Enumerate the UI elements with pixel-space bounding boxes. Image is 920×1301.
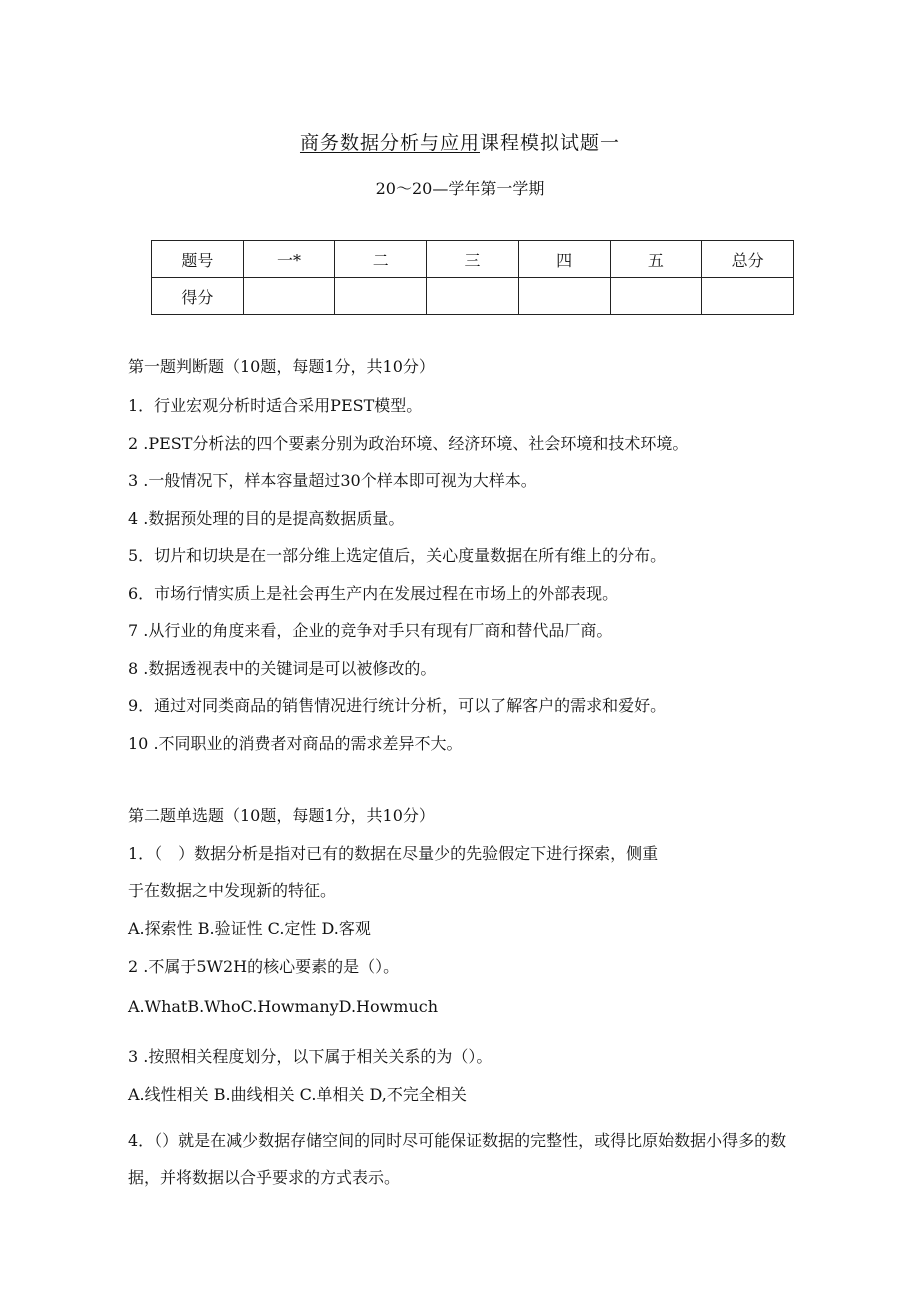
score-cell-4[interactable]	[518, 278, 610, 315]
question-2-1-options: A.探索性 B.验证性 C.定性 D.客观	[128, 919, 371, 938]
header-cell-1: 一*	[243, 241, 335, 278]
question-1-6: 6．市场行情实质上是社会再生产内在发展过程在市场上的外部表现。	[128, 584, 619, 603]
header-cell-total: 总分	[702, 241, 794, 278]
question-2-1-line2: 于在数据之中发现新的特征。	[128, 881, 337, 900]
question-1-2: 2 .PEST分析法的四个要素分别为政治环境、经济环境、社会环境和技术环境。	[128, 434, 689, 453]
score-cell-5[interactable]	[610, 278, 702, 315]
question-2-2-options: A.WhatB.WhoC.HowmanyD.Howmuch	[128, 997, 439, 1016]
score-cell-1[interactable]	[243, 278, 335, 315]
score-table-header-row	[152, 241, 794, 278]
question-1-4: 4 .数据预处理的目的是提高数据质量。	[128, 509, 405, 528]
question-1-7: 7 .从行业的角度来看，企业的竞争对手只有现有厂商和替代品厂商。	[128, 621, 613, 640]
header-cell-number: 题号	[152, 241, 244, 278]
question-1-3: 3 .一般情况下，样本容量超过30个样本即可视为大样本。	[128, 471, 537, 490]
question-2-3-options: A.线性相关 B.曲线相关 C.单相关 D,不完全相关	[128, 1085, 467, 1104]
question-1-1: 1．行业宏观分析时适合采用PEST模型。	[128, 396, 423, 415]
score-cell-2[interactable]	[335, 278, 427, 315]
question-1-10: 10 .不同职业的消费者对商品的需求差异不大。	[128, 734, 463, 753]
question-1-8: 8 .数据透视表中的关键词是可以被修改的。	[128, 659, 437, 678]
question-1-9: 9．通过对同类商品的销售情况进行统计分析，可以了解客户的需求和爱好。	[128, 696, 667, 715]
course-name: 商务数据分析与应用	[299, 132, 480, 154]
header-cell-3: 三	[427, 241, 519, 278]
header-cell-2: 二	[335, 241, 427, 278]
score-table	[151, 240, 794, 315]
exam-title-suffix: 课程模拟试题一	[480, 132, 621, 154]
score-cell-3[interactable]	[427, 278, 519, 315]
section2-heading: 第二题单选题（10题，每题1分，共10分）	[128, 806, 435, 825]
score-cell-total[interactable]	[702, 278, 794, 315]
section1-heading: 第一题判断题（10题，每题1分，共10分）	[128, 357, 435, 376]
question-2-1-line1: 1．（ ）数据分析是指对已有的数据在尽量少的先验假定下进行探索，侧重	[128, 844, 659, 863]
exam-title	[0, 128, 920, 155]
semester-line: 20～20—学年第一学期	[375, 179, 545, 198]
question-1-5: 5．切片和切块是在一部分维上选定值后，关心度量数据在所有维上的分布。	[128, 546, 667, 565]
header-cell-4: 四	[518, 241, 610, 278]
question-2-3: 3 .按照相关程度划分，以下属于相关关系的为（）。	[128, 1047, 493, 1066]
header-cell-5: 五	[610, 241, 702, 278]
question-2-4: 4．（）就是在减少数据存储空间的同时尽可能保证数据的完整性，或得比原始数据小得多的数据，并将数据以合乎要求的方式表示。	[128, 1131, 787, 1187]
score-table-score-row	[152, 278, 794, 315]
question-2-2: 2 .不属于5W2H的核心要素的是（）。	[128, 957, 400, 976]
score-row-label: 得分	[152, 278, 244, 315]
